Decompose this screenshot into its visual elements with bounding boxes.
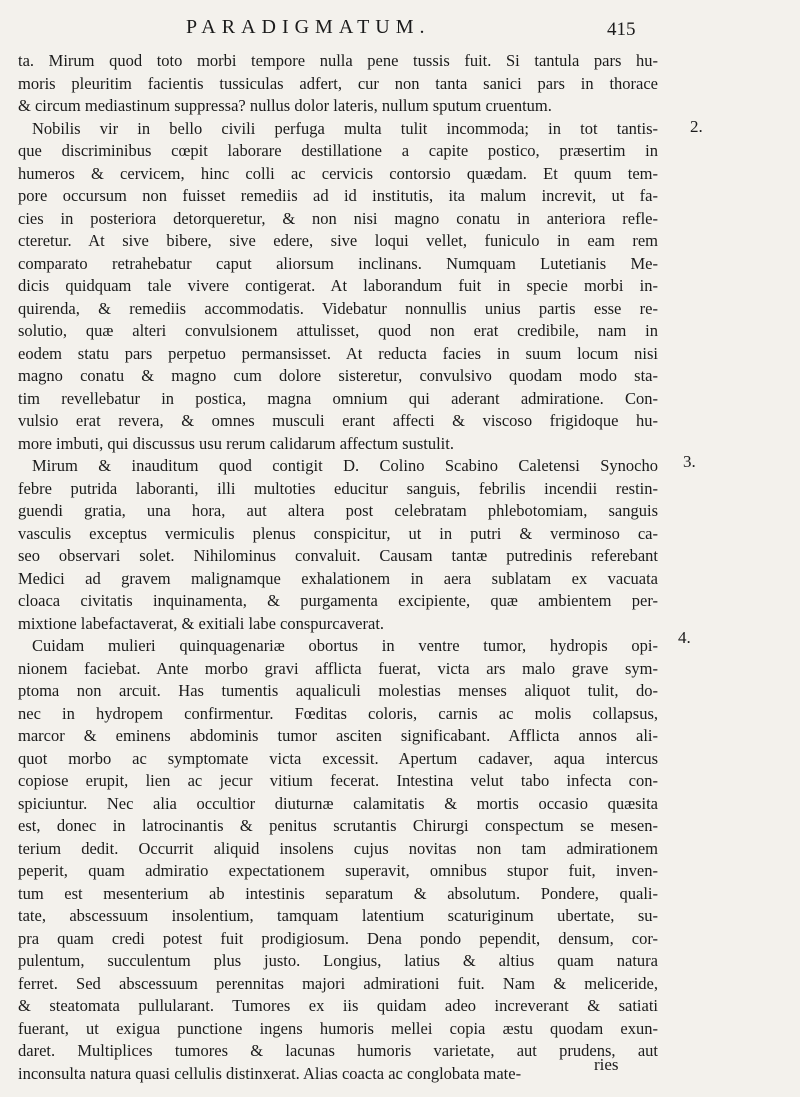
text-line: nionem faciebat. Ante morbo gravi afflicta fuerat, victa ars malo grave sym- xyxy=(18,658,658,678)
paragraph xyxy=(18,118,658,456)
text-line: peperit, quam admiratio expectationem superavit, omnibus stupor fuit, inven- xyxy=(18,861,658,880)
text-line: ferret. Sed abscessuum perennitas majori admirationi fuit. Nam & meliceride, xyxy=(18,973,658,993)
text-line: moris pleuritim facientis tussiculas adfert, cur non tanta sanici pars in thorace xyxy=(18,73,658,93)
text-line: Mirum & inauditum quod contigit D. Colino Scabino Caletensi Synocho xyxy=(32,456,658,475)
text-line: quot morbo ac symptomate victa excessit. Apertum cadaver, aqua intercus xyxy=(18,748,658,768)
text-line: inconsulta natura quasi cellulis distinxerat. Alias coacta ac conglobata mate- xyxy=(18,1063,522,1083)
text-line: vulsio erat revera, & omnes musculi erant affecti & viscoso frigidoque hu- xyxy=(18,411,658,430)
text-line: nec in hydropem confirmentur. Fœditas coloris, carnis ac molis collapsus, xyxy=(18,703,658,723)
text-line: guendi gratia, una hora, aut altera post celebratam phlebotomiam, sanguis xyxy=(18,501,658,520)
margin-number-4: 4. xyxy=(678,628,691,647)
text-line: humeros & cervicem, hinc colli ac cervicis contorsio quædam. Et quum tem- xyxy=(18,163,658,183)
text-line: spiciuntur. Nec alia occultior diuturnæ calamitatis & mortis occasio quæsita xyxy=(18,793,658,813)
text-line: pore occursum non fuisset remediis ad id institutis, ita malum increvit, ut fa- xyxy=(18,186,658,205)
text-line: comparato retrahebatur caput aliorsum inclinans. Numquam Lutetianis Me- xyxy=(18,253,658,273)
paragraph xyxy=(18,50,658,118)
paragraph xyxy=(18,455,658,635)
text-line: & circum mediastinum suppressa? nullus dolor lateris, nullum sputum cruentum. xyxy=(18,96,552,115)
text-line: est, donec in latrocinantis & penitus scrutantis Chirurgi conspectum se mesen- xyxy=(18,816,658,835)
text-line: fuerant, ut exigua punctione ingens humoris mellei copia æstu quodam exun- xyxy=(18,1018,658,1038)
text-line: terium dedit. Occurrit aliquid insolens cujus novitas non tam admirationem xyxy=(18,838,658,858)
catchword: ries xyxy=(594,1055,619,1074)
text-line: marcor & eminens abdominis tumor asciten significabant. Afflicta annos ali- xyxy=(18,726,658,745)
text-line: daret. Multiplices tumores & lacunas humoris varietate, aut prudens, aut xyxy=(18,1041,658,1060)
text-line: Nobilis vir in bello civili perfuga multa tulit incommoda; in tot tantis- xyxy=(32,118,658,138)
text-line: more imbuti, qui discussus usu rerum calidarum affectum sustulit. xyxy=(18,433,454,453)
paragraph xyxy=(18,635,658,1085)
text-line: ta. Mirum quod toto morbi tempore nulla pene tussis fuit. Si tantula pars hu- xyxy=(18,51,658,70)
margin-number-3: 3. xyxy=(683,452,696,471)
text-line: Medici ad gravem malignamque exhalationem in aera sublatam ex vacuata xyxy=(18,568,658,588)
running-head: PARADIGMATUM. xyxy=(186,16,431,38)
page-number: 415 xyxy=(607,19,636,40)
text-line: vasculis exceptus vermiculis plenus conspicitur, ut in putri & verminoso ca- xyxy=(18,523,658,543)
text-line: tim revellebatur in postica, magna omnium qui aderant admiratione. Con- xyxy=(18,388,658,408)
margin-number-2: 2. xyxy=(690,117,703,136)
text-line: cies in posteriora detorqueretur, & non nisi magno conatu in anteriora refle- xyxy=(18,208,658,228)
text-line: que discriminibus cœpit laborare destillatione a capite postico, præsertim in xyxy=(18,141,658,160)
text-line: Cuidam mulieri quinquagenariæ obortus in ventre tumor, hydropis opi- xyxy=(32,636,658,655)
text-line: cteretur. At sive bibere, sive edere, sive loqui vellet, funiculo in eam rem xyxy=(18,231,658,250)
text-line: mixtione labefactaverat, & exitiali labe conspurcaverat. xyxy=(18,613,385,633)
text-line: eodem statu pars perpetuo permansisset. At reducta facies in suum locum nisi xyxy=(18,343,658,363)
text-line: magno conatu & magno cum dolore sisteretur, convulsivo quodam modo sta- xyxy=(18,366,658,385)
body-text xyxy=(18,50,658,1085)
text-line: seo observari solet. Nihilominus convaluit. Causam tantæ putredinis referebant xyxy=(18,546,658,565)
text-line: pra quam credi potest fuit prodigiosum. Dena pondo pependit, densum, cor- xyxy=(18,928,658,948)
text-line: dicis quidquam tale vivere contigerat. At laborandum fuit in specie morbi in- xyxy=(18,276,658,295)
text-line: tate, abscessuum insolentium, tamquam latentium scaturiginum ubertate, su- xyxy=(18,906,658,925)
text-line: quirenda, & remediis accommodatis. Videbatur nonnullis unius partis esse re- xyxy=(18,298,658,318)
text-line: copiose erupit, lien ac jecur vitium fecerat. Intestina velut tabo infecta con- xyxy=(18,771,658,790)
text-line: solutio, quæ alteri convulsionem attulisset, quod non erat credibile, nam in xyxy=(18,321,658,340)
text-line: tum est mesenterium ab intestinis separatum & absolutum. Pondere, quali- xyxy=(18,883,658,903)
text-line: ptoma non arcuit. Has tumentis aqualiculi molestias menses aliquot tulit, do- xyxy=(18,681,658,700)
text-line: pulentum, succulentum plus justo. Longius, latius & altius quam natura xyxy=(18,951,658,970)
text-line: & steatomata pullularant. Tumores ex iis quidam adeo increverant & satiati xyxy=(18,996,658,1015)
text-line: cloaca civitatis inquinamenta, & purgamenta excipiente, quæ ambientem per- xyxy=(18,591,658,610)
text-line: febre putrida laboranti, illi multoties educitur sanguis, febrilis incendii restin- xyxy=(18,478,658,498)
